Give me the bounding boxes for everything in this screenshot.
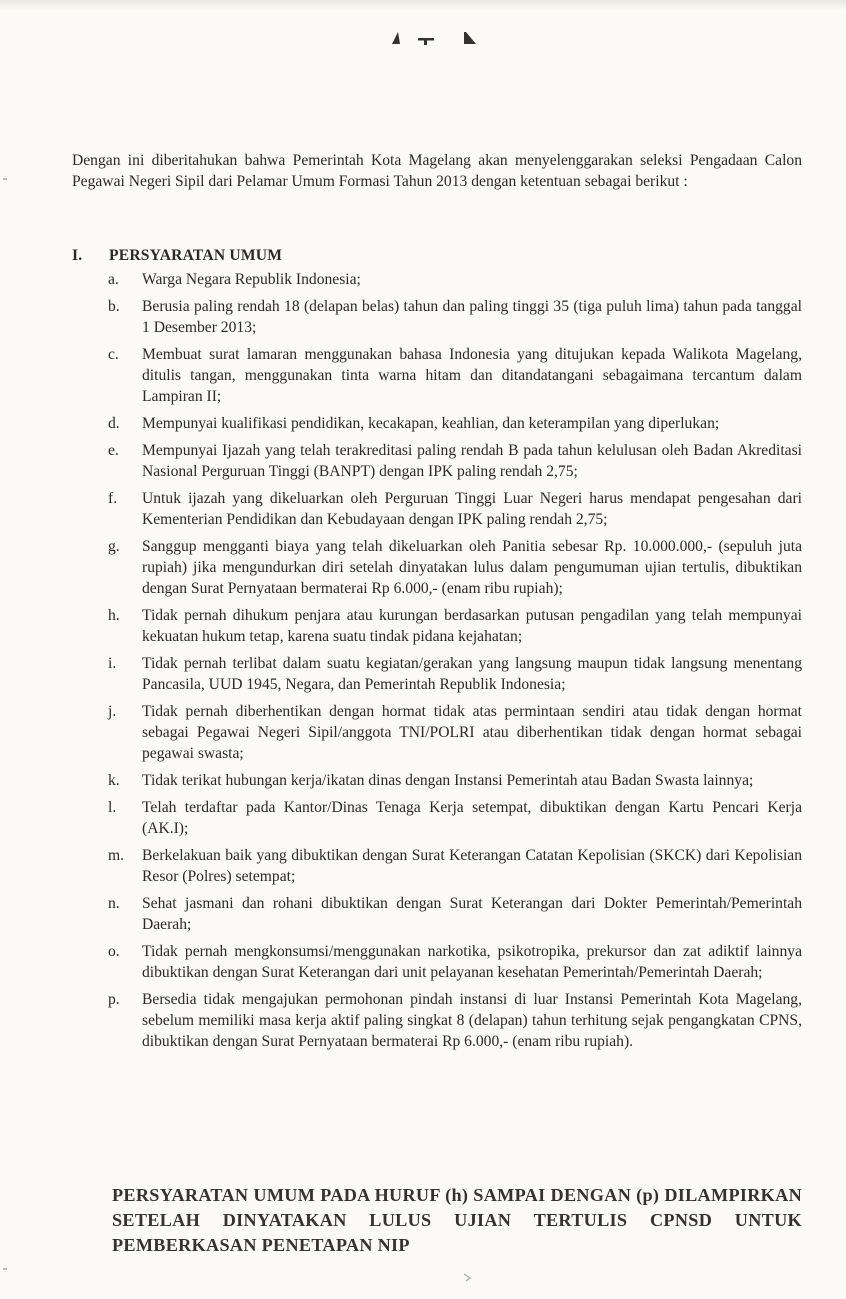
requirements-list bbox=[72, 269, 802, 1052]
section-heading bbox=[72, 245, 802, 267]
item-letter: c. bbox=[108, 346, 119, 363]
list-item bbox=[108, 296, 802, 338]
list-item bbox=[108, 488, 802, 530]
item-letter: h. bbox=[108, 607, 120, 624]
item-text: Warga Negara Republik Indonesia; bbox=[142, 271, 361, 288]
item-text: Berusia paling rendah 18 (delapan belas) tahun dan paling tinggi 35 (tiga puluh lima) tahun pada tanggal 1 Desember 2013; bbox=[142, 298, 802, 336]
list-item bbox=[108, 797, 802, 839]
item-letter: k. bbox=[108, 772, 120, 789]
item-text: Untuk ijazah yang dikeluarkan oleh Perguruan Tinggi Luar Negeri harus mendapat pengesahan dari Kementerian Pendidikan dan Kebudayaan dengan IPK paling rendah 2,75; bbox=[142, 490, 802, 528]
item-letter: b. bbox=[108, 298, 120, 315]
list-item bbox=[108, 440, 802, 482]
list-item bbox=[108, 413, 802, 434]
item-text: Tidak pernah terlibat dalam suatu kegiatan/gerakan yang langsung maupun tidak langsung menentang Pancasila, UUD 1945, Negara, dan Pemerintah Republik Indonesia; bbox=[142, 655, 802, 693]
scan-top-edge bbox=[0, 0, 846, 10]
item-letter: n. bbox=[108, 895, 120, 912]
list-item bbox=[108, 269, 802, 290]
scan-speck bbox=[3, 178, 7, 180]
list-item bbox=[108, 770, 802, 791]
item-letter: l. bbox=[108, 799, 117, 816]
item-text: Tidak pernah diberhentikan dengan hormat tidak atas permintaan sendiri atau tidak dengan hormat sebagai Pegawai Negeri Sipil/anggota TNI/POLRI atau diberhentikan tidak dengan hormat sebagai pegawai swasta; bbox=[142, 703, 802, 762]
item-letter: m. bbox=[108, 847, 125, 864]
item-letter: f. bbox=[108, 490, 118, 507]
list-item bbox=[108, 989, 802, 1052]
item-text: Berkelakuan baik yang dibuktikan dengan Surat Keterangan Catatan Kepolisian (SKCK) dari Kepolisian Resor (Polres) setempat; bbox=[142, 847, 802, 885]
intro-paragraph: Dengan ini diberitahukan bahwa Pemerintah Kota Magelang akan menyelenggarakan seleksi Pengadaan Calon Pegawai Negeri Sipil dari Pelamar Umum Formasi Tahun 2013 dengan ketentuan sebagai berikut : bbox=[72, 152, 802, 190]
list-item bbox=[108, 536, 802, 599]
list-item bbox=[108, 893, 802, 935]
item-text: Tidak pernah mengkonsumsi/menggunakan narkotika, psikotropika, prekursor dan zat adiktif lainnya dibuktikan dengan Surat Keterangan dari unit pelayanan kesehatan Pemerintah/Pemerintah Daerah; bbox=[142, 943, 802, 981]
list-item bbox=[108, 605, 802, 647]
item-letter: g. bbox=[108, 538, 120, 555]
item-letter: e. bbox=[108, 442, 119, 459]
scan-mark bbox=[462, 1272, 472, 1282]
item-letter: d. bbox=[108, 415, 120, 432]
item-text: Bersedia tidak mengajukan permohonan pindah instansi di luar Instansi Pemerintah Kota Magelang, sebelum memiliki masa kerja aktif paling singkat 8 (delapan) tahun terhitung sejak pengangkatan CPNS, dibuktikan dengan Surat Pernyataan bermaterai Rp 6.000,- (enam ribu rupiah). bbox=[142, 991, 802, 1050]
item-text: Sanggup mengganti biaya yang telah dikeluarkan oleh Panitia sebesar Rp. 10.000.000,- (sepuluh juta rupiah) jika mengundurkan diri setelah dinyatakan lulus dalam pengumuman ujian tertulis, dibuktikan dengan Surat Pernyataan bermaterai Rp 6.000,- (enam ribu rupiah); bbox=[142, 538, 802, 597]
item-letter: o. bbox=[108, 943, 120, 960]
list-item bbox=[108, 344, 802, 407]
header-fragment-marks bbox=[388, 30, 478, 46]
scan-speck bbox=[3, 1268, 7, 1270]
list-item bbox=[108, 653, 802, 695]
item-text: Telah terdaftar pada Kantor/Dinas Tenaga Kerja setempat, dibuktikan dengan Kartu Pencari Kerja (AK.I); bbox=[142, 799, 802, 837]
list-item bbox=[108, 845, 802, 887]
list-item bbox=[108, 941, 802, 983]
section-title: PERSYARATAN UMUM bbox=[109, 247, 283, 264]
closing-note: PERSYARATAN UMUM PADA HURUF (h) SAMPAI DENGAN (p) DILAMPIRKAN SETELAH DINYATAKAN LULUS UJIAN TERTULIS CPNSD UNTUK PEMBERKASAN PENETAPAN NIP bbox=[112, 1185, 802, 1255]
item-text: Sehat jasmani dan rohani dibuktikan dengan Surat Keterangan dari Dokter Pemerintah/Pemerintah Daerah; bbox=[142, 895, 802, 933]
item-text: Tidak terikat hubungan kerja/ikatan dinas dengan Instansi Pemerintah atau Badan Swasta lainnya; bbox=[142, 772, 754, 789]
item-text: Mempunyai Ijazah yang telah terakreditasi paling rendah B pada tahun kelulusan oleh Badan Akreditasi Nasional Perguruan Tinggi (BANPT) dengan IPK paling rendah 2,75; bbox=[142, 442, 802, 480]
item-letter: j. bbox=[108, 703, 117, 720]
item-text: Membuat surat lamaran menggunakan bahasa Indonesia yang ditujukan kepada Walikota Magelang, ditulis tangan, menggunakan tinta warna hitam dan ditandatangani sebagaimana tercantum dalam Lampiran II; bbox=[142, 346, 802, 405]
item-letter: i. bbox=[108, 655, 117, 672]
list-item bbox=[108, 701, 802, 764]
item-letter: a. bbox=[108, 271, 119, 288]
item-text: Mempunyai kualifikasi pendidikan, kecakapan, keahlian, dan keterampilan yang diperlukan; bbox=[142, 415, 720, 432]
requirements-section bbox=[72, 245, 802, 1052]
item-letter: p. bbox=[108, 991, 120, 1008]
section-numeral: I. bbox=[72, 247, 83, 264]
item-text: Tidak pernah dihukum penjara atau kurungan berdasarkan putusan pengadilan yang telah mempunyai kekuatan hukum tetap, karena suatu tindak pidana kejahatan; bbox=[142, 607, 802, 645]
